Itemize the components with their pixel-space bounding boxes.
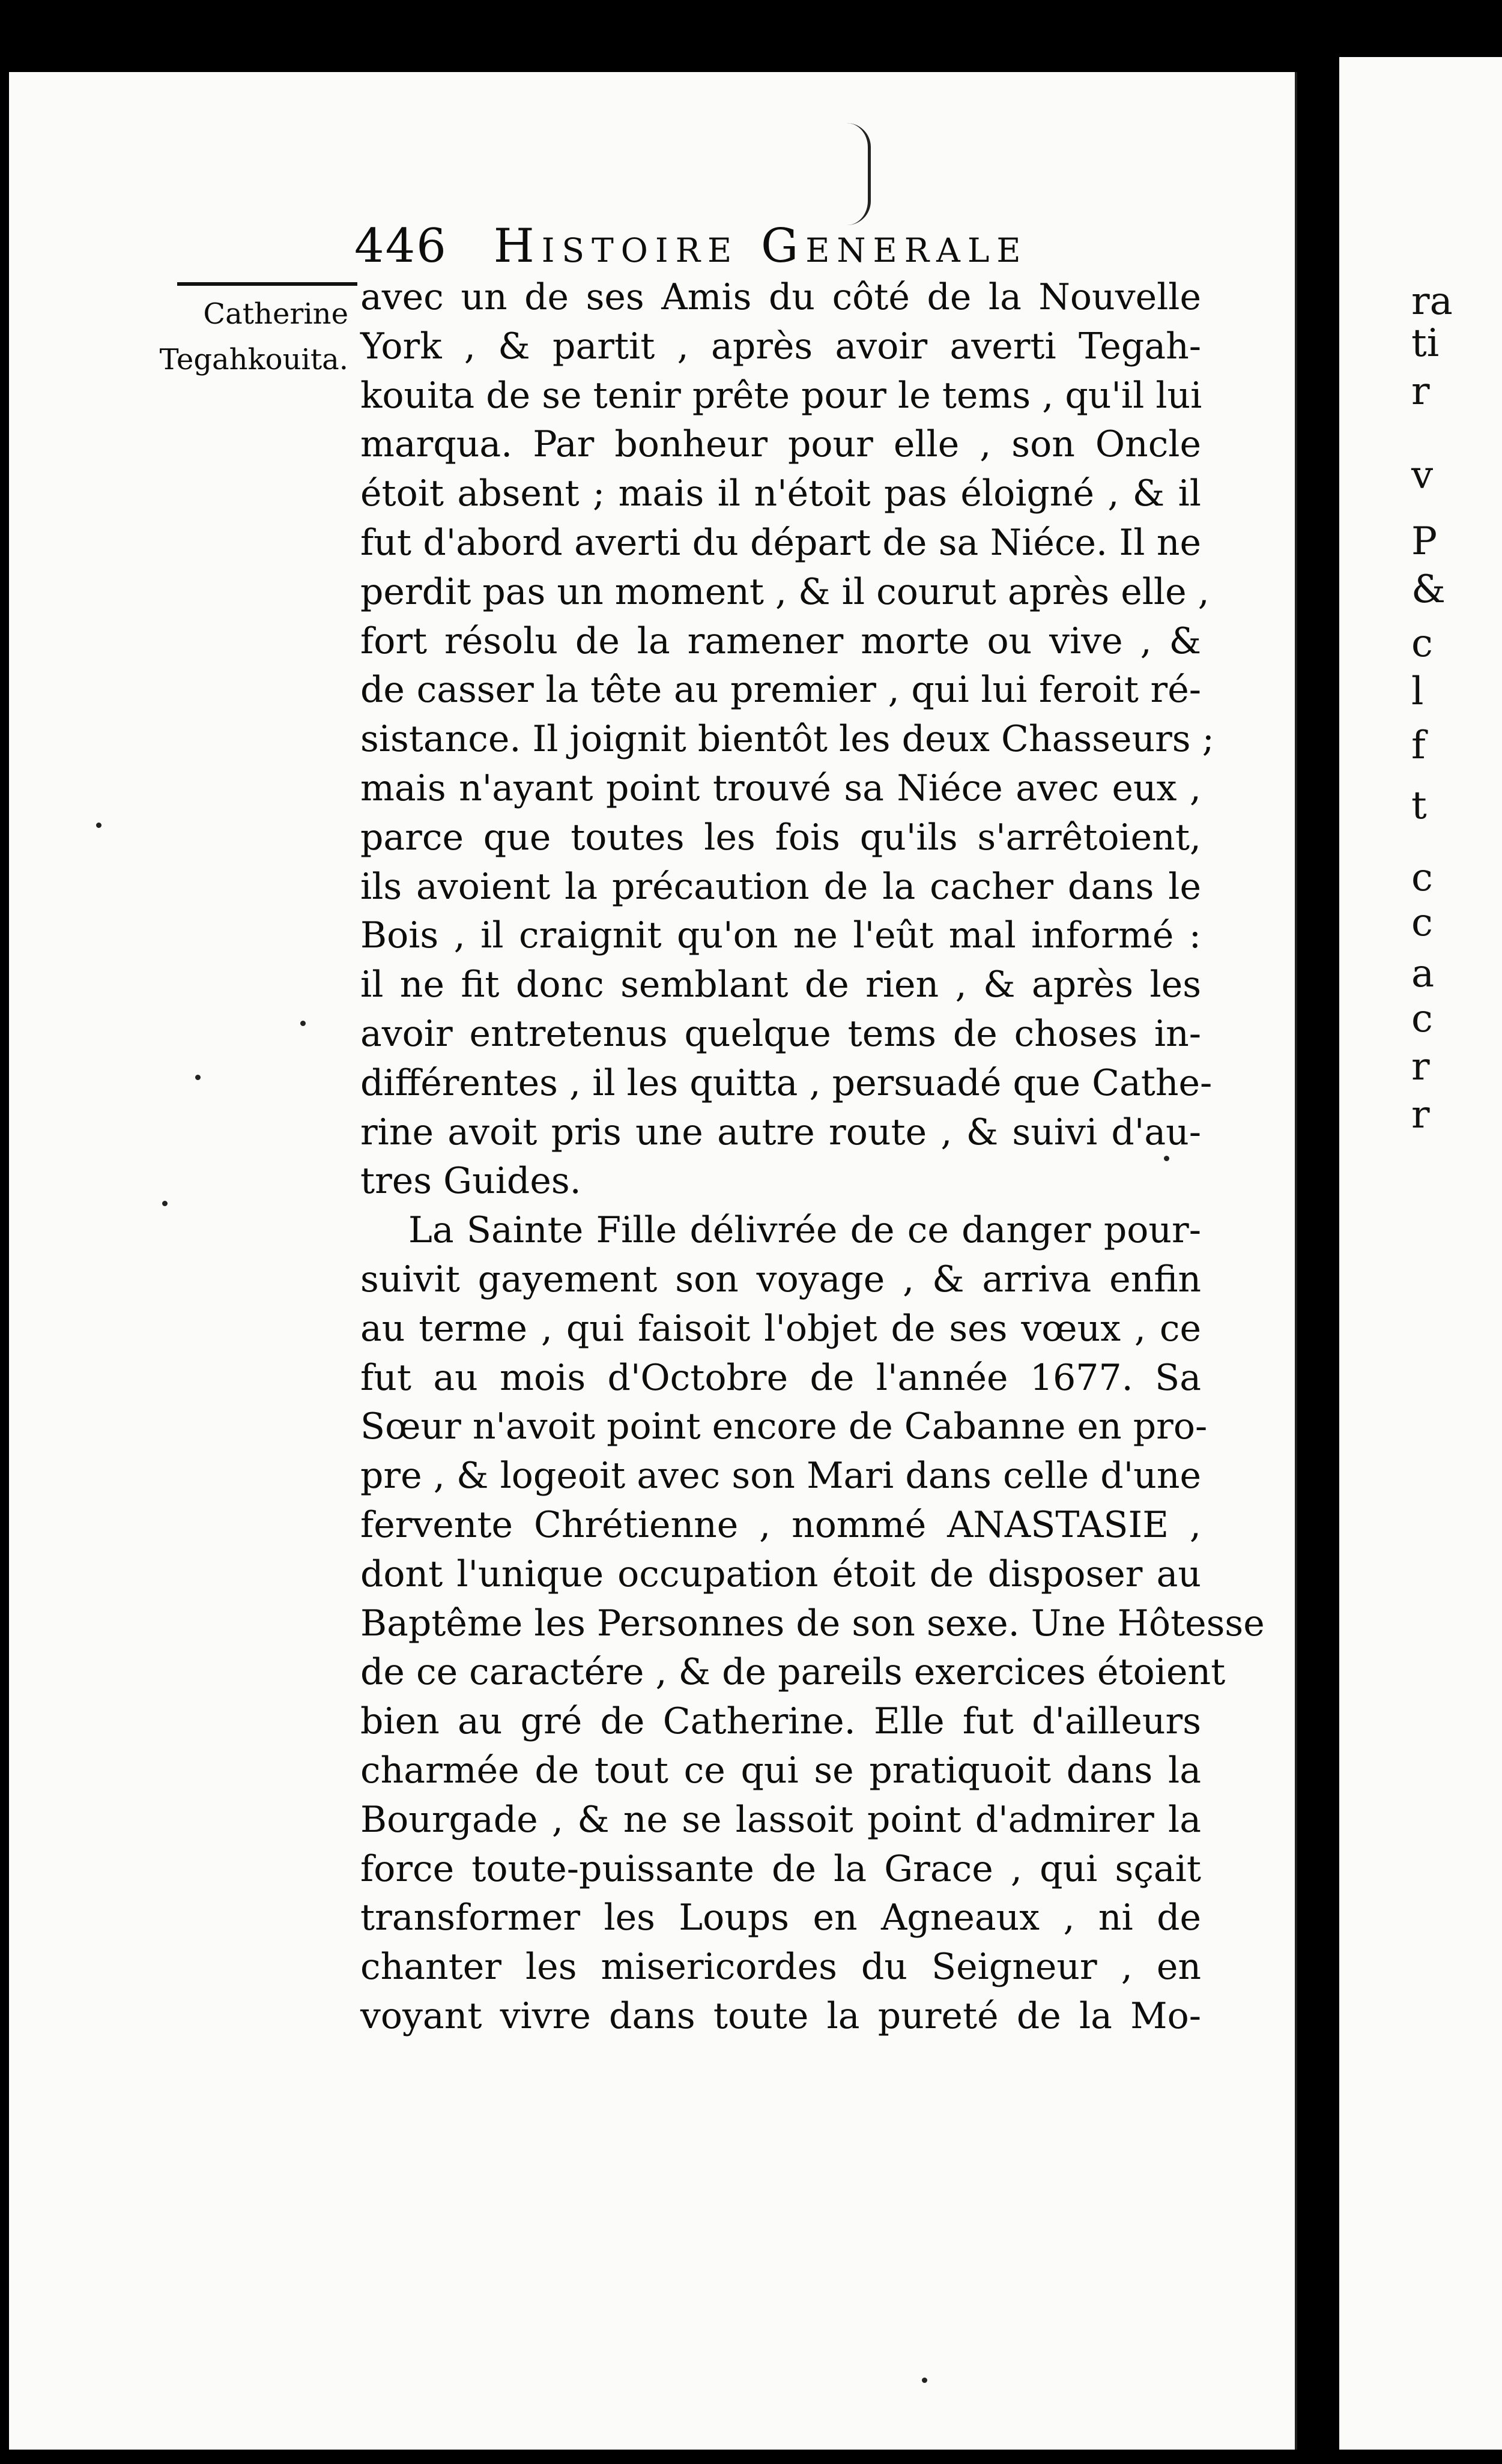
adjacent-page-fragment: c <box>1411 621 1433 666</box>
text-line: Baptême les Personnes de son sexe. Une Hôtesse <box>360 1602 1265 1644</box>
text-line: rine avoit pris une autre route , & suivi d'au- <box>360 1111 1201 1153</box>
text-line: avoir entretenus quelque tems de choses in- <box>360 1012 1201 1055</box>
ink-speck <box>162 1201 168 1206</box>
text-line: bien au gré de Catherine. Elle fut d'ailleurs <box>360 1700 1201 1743</box>
text-line: fervente Chrétienne , nommé ANASTASIE , <box>360 1503 1201 1546</box>
adjacent-page-fragment: ra <box>1411 279 1453 324</box>
body-text <box>360 273 1265 2041</box>
text-line: transformer les Loups en Agneaux , ni de <box>360 1897 1201 1939</box>
text-line: sistance. Il joignit bientôt les deux Chasseurs ; <box>360 718 1214 761</box>
text-line: voyant vivre dans toute la pureté de la Mo- <box>360 1994 1201 2037</box>
adjacent-page-fragment: v <box>1411 453 1434 498</box>
adjacent-page-fragment: c <box>1411 997 1433 1041</box>
header-rule <box>177 282 357 286</box>
adjacent-page-fragment: r <box>1411 369 1430 414</box>
ink-speck <box>96 823 101 828</box>
adjacent-page-fragment: ti <box>1411 321 1440 366</box>
text-line: Sœur n'avoit point encore de Cabanne en pro- <box>360 1406 1208 1448</box>
text-line: perdit pas un moment , & il courut après elle , <box>360 570 1210 613</box>
margin-note <box>144 291 348 382</box>
text-line: il ne fit donc semblant de rien , & après les <box>360 964 1201 1006</box>
adjacent-page-fragment: l <box>1411 669 1424 714</box>
text-line: marqua. Par bonheur pour elle , son Oncle <box>360 423 1201 466</box>
text-line: ils avoient la précaution de la cacher dans le <box>360 865 1201 908</box>
ink-speck <box>922 2378 927 2383</box>
margin-note-line: Tegahkouita. <box>159 343 348 376</box>
text-line: de ce caractére , & de pareils exercices étoient <box>360 1651 1226 1694</box>
text-line: étoit absent ; mais il n'étoit pas éloigné , & il <box>360 473 1201 515</box>
text-line: York , & partit , après avoir averti Tegah- <box>360 325 1201 367</box>
ink-speck <box>300 1021 306 1026</box>
adjacent-page-fragment: c <box>1411 901 1433 945</box>
page-number: 446 <box>354 219 447 273</box>
text-line: kouita de se tenir prête pour le tems , qu'il lui <box>360 374 1202 417</box>
text-line: La Sainte Fille délivrée de ce danger pour- <box>408 1209 1201 1252</box>
text-line: au terme , qui faisoit l'objet de ses vœux , ce <box>360 1307 1201 1350</box>
text-line: de casser la tête au premier , qui lui feroit ré- <box>360 669 1201 711</box>
text-line: charmée de tout ce qui se pratiquoit dans la <box>360 1749 1201 1792</box>
adjacent-page-fragment: a <box>1411 952 1435 996</box>
text-line: suivit gayement son voyage , & arriva enfin <box>360 1258 1201 1300</box>
text-line: dont l'unique occupation étoit de disposer au <box>360 1553 1201 1595</box>
adjacent-page-fragment: P <box>1411 519 1438 564</box>
text-line: Bourgade , & ne se lassoit point d'admirer la <box>360 1798 1201 1841</box>
text-line: tres Guides. <box>360 1160 581 1203</box>
adjacent-page-fragment: & <box>1411 567 1446 612</box>
text-line: fut au mois d'Octobre de l'année 1677. Sa <box>360 1356 1201 1399</box>
text-line: parce que toutes les fois qu'ils s'arrêtoient, <box>360 816 1201 859</box>
text-line: chanter les misericordes du Seigneur , en <box>360 1946 1201 1988</box>
adjacent-page-fragment: r <box>1411 1093 1430 1137</box>
adjacent-page-fragment: r <box>1411 1045 1430 1089</box>
text-line: avec un de ses Amis du côté de la Nouvelle <box>360 276 1201 318</box>
adjacent-page-strip <box>1339 57 1502 2450</box>
margin-note-line: Catherine <box>203 297 348 331</box>
adjacent-page-fragment: f <box>1411 723 1426 768</box>
text-line: fut d'abord averti du départ de sa Niéce. Il ne <box>360 521 1201 564</box>
running-title: Histoire Generale <box>493 219 1028 273</box>
page-edge-shadow <box>1295 72 1297 2450</box>
adjacent-page-fragment: c <box>1411 856 1433 900</box>
ink-speck <box>1164 1156 1169 1161</box>
ink-speck <box>195 1075 201 1080</box>
text-line: différentes , il les quitta , persuadé que Cathe- <box>360 1061 1213 1104</box>
text-line: pre , & logeoit avec son Mari dans celle d'une <box>360 1455 1201 1497</box>
text-line: mais n'ayant point trouvé sa Niéce avec eux , <box>360 767 1201 809</box>
adjacent-page-fragment: t <box>1411 784 1427 828</box>
text-line: fort résolu de la ramener morte ou vive , & <box>360 620 1201 662</box>
text-line: Bois , il craignit qu'on ne l'eût mal informé : <box>360 914 1201 957</box>
text-line: force toute-puissante de la Grace , qui sçait <box>360 1847 1201 1890</box>
page-fold-mark <box>832 123 871 225</box>
